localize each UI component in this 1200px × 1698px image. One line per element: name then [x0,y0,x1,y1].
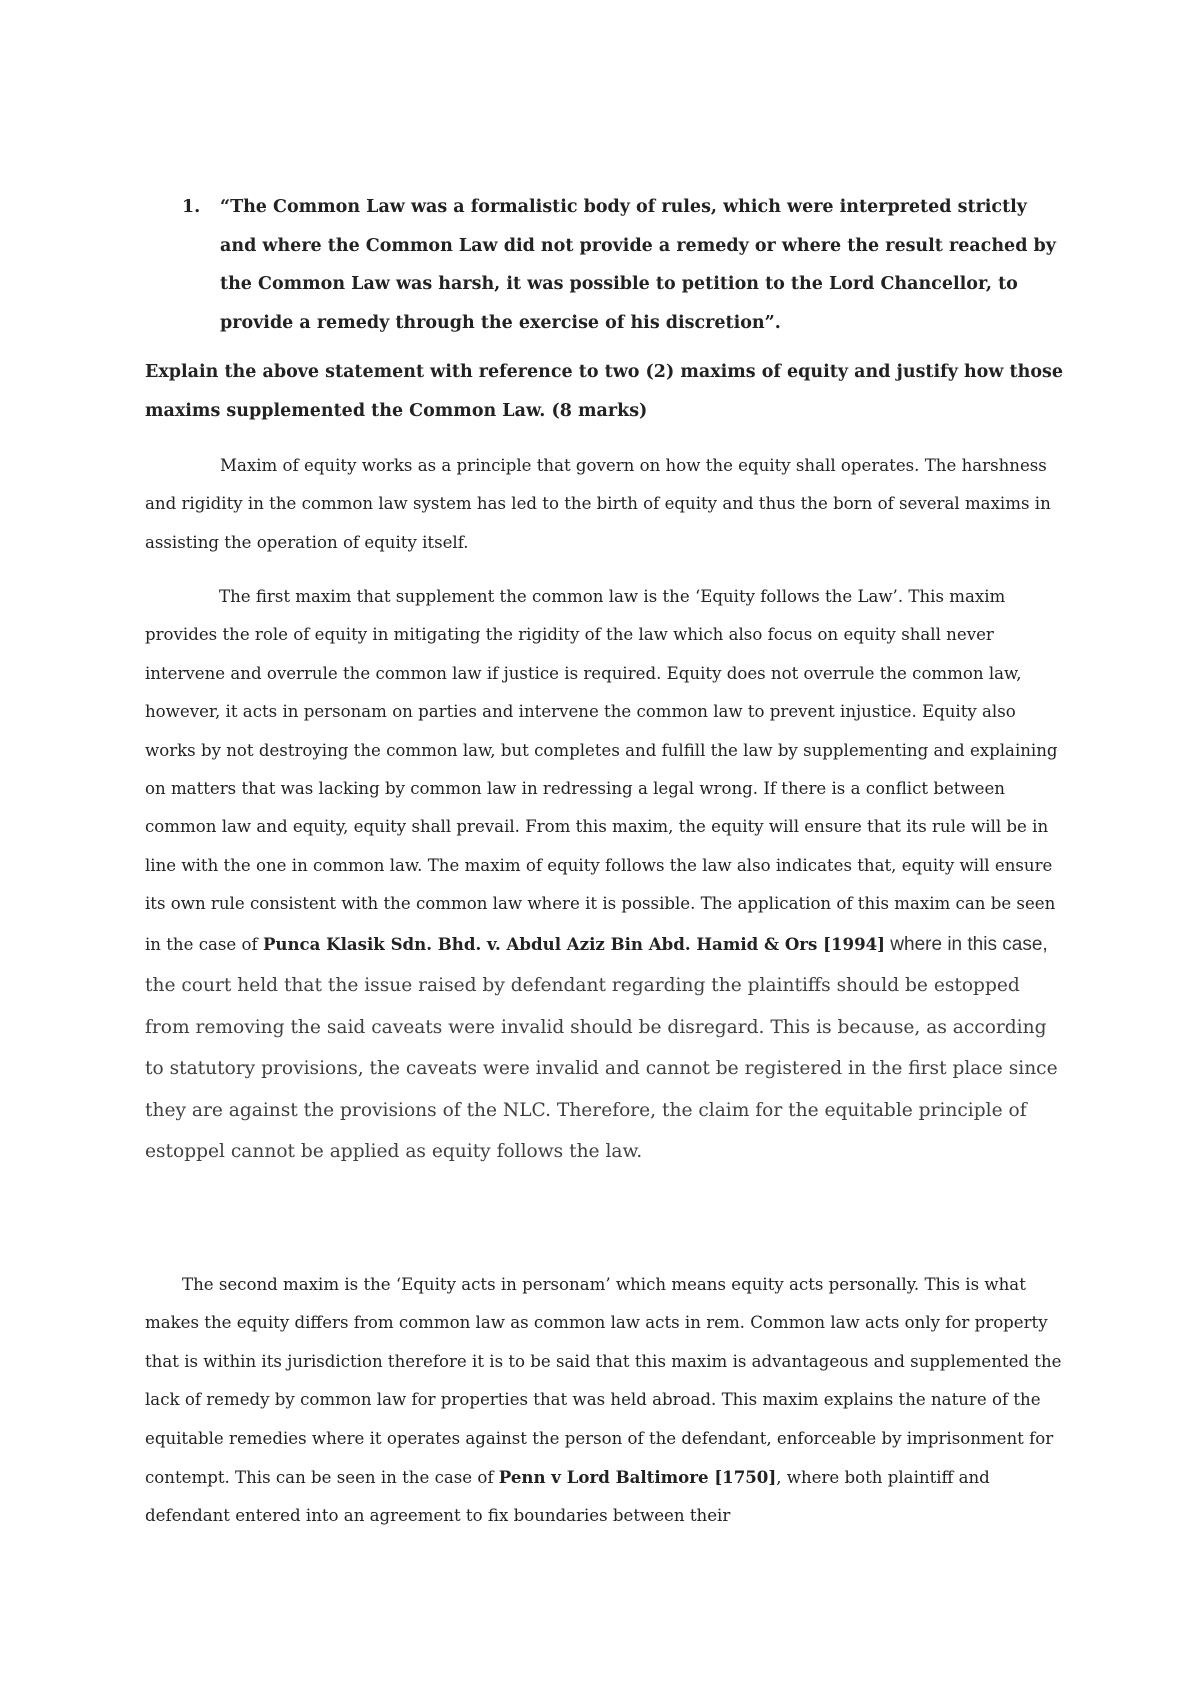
case-citation-penn-baltimore: Penn v Lord Baltimore [1750] [498,1467,777,1488]
paragraph-first-maxim [145,578,1067,1173]
paragraph-first-maxim-holding: the court held that the issue raised by defendant regarding the plaintiffs should be estopped from removing the said caveats were invalid should be disregard. This is because, as according to statutory provisions, the caveats were invalid and cannot be registered in the first place since they are against the provisions of the NLC. Therefore, the claim for the equitable principle of estoppel cannot be applied as equity follows the law. [145,975,1058,1163]
case-citation-punca-klasik: Punca Klasik Sdn. Bhd. v. Abdul Aziz Bin Abd. Hamid & Ors [1994] [262,933,886,954]
question-instruction: Explain the above statement with reference to two (2) maxims of equity and justify how those maxims supplemented the Common Law. (8 marks) [145,362,1063,421]
question-text: “The Common Law was a formalistic body of rules, which were interpreted strictly and where the Common Law did not provide a remedy or where the result reached by the Common Law was harsh, it was possible to petition to the Lord Chancellor, to provide a remedy through the exercise of his discretion”. [220,197,1056,333]
paragraph-second-maxim-text: The second maxim is the ‘Equity acts in personam’ which means equity acts personally. This is what makes the equity differs from common law as common law acts in rem. Common law acts only for property that is within its jurisdiction therefore it is to be said that this maxim is advantageous and supplemented the lack of remedy by common law for properties that was held abroad. This maxim explains the nature of the equitable remedies where it operates against the person of the defendant, enforceable by imprisonment for contempt. This can be seen in the case of [145,1275,1062,1488]
question-number: 1. [182,197,201,217]
paragraph-first-maxim-text: The first maxim that supplement the common law is the ‘Equity follows the Law’. This maxim provides the role of equity in mitigating the rigidity of the law which also focus on equity shall never intervene and overrule the common law if justice is required. Equity does not overrule the common law, however, it acts in personam on parties and intervene the common law to prevent injustice. Equity also works by not destroying the common law, but completes and fulfill the law by supplementing and explaining on matters that was lacking by common law in redressing a legal wrong. If there is a conflict between common law and equity, equity shall prevail. From this maxim, the equity will ensure that its rule will be in line with the one in common law. The maxim of equity follows the law also indicates that, equity will ensure its own rule consistent with the common law where it is possible. The application of this maxim can be seen in the case of [145,587,1058,954]
paragraph-second-maxim-continuation: , where both plaintiff and defendant entered into an agreement to fix boundaries between their [145,1468,990,1526]
paragraph-intro: Maxim of equity works as a principle that govern on how the equity shall operates. The harshness and rigidity in the common law system has led to the birth of equity and thus the born of several maxims in assisting the operation of equity itself. [145,456,1051,552]
paragraph-second-maxim [145,1266,1067,1536]
paragraph-first-maxim-connector: where in this case, [885,933,1048,955]
